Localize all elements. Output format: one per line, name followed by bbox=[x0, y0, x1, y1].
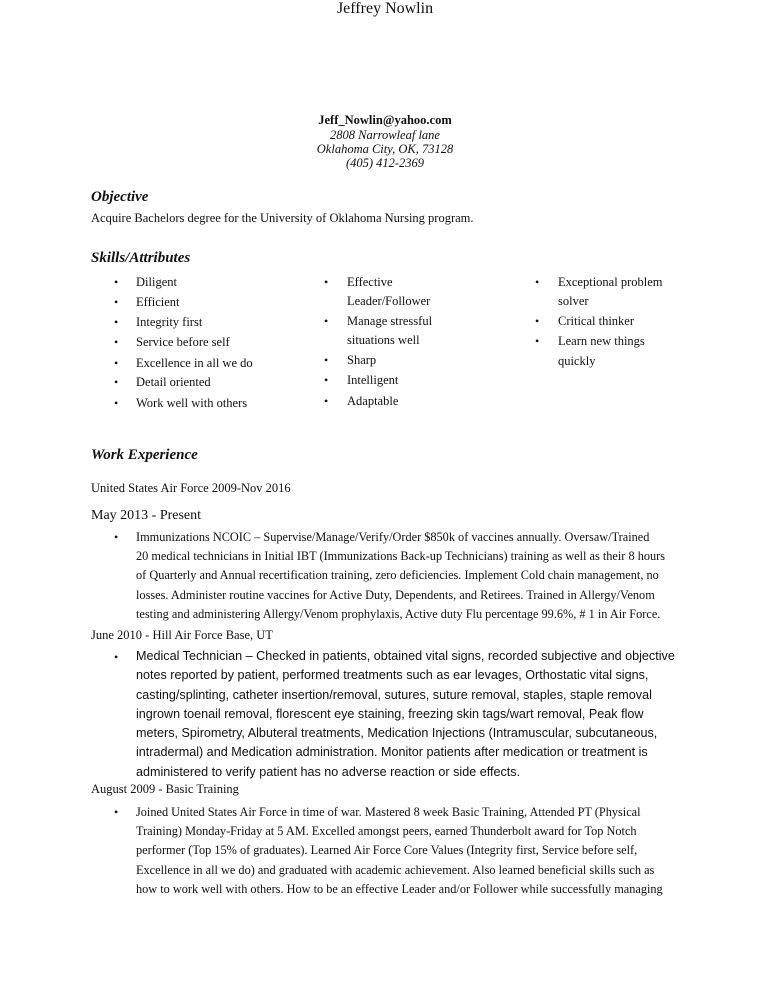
skill-item: Critical thinker bbox=[558, 314, 635, 328]
job-line: Immunizations NCOIC – Supervise/Manage/Verify/Order $850k of vaccines annually. Oversaw/Trained bbox=[136, 530, 650, 544]
skill-item: Service before self bbox=[136, 335, 230, 349]
skill-item: Intelligent bbox=[347, 373, 399, 387]
job-line: ingrown toenail removal, florescent eye staining, freezing skin tags/wart removal, Peak flow bbox=[136, 706, 644, 721]
job-description bbox=[136, 647, 696, 782]
skill-item: Efficient bbox=[136, 295, 180, 309]
job-period: August 2009 - Basic Training bbox=[91, 782, 239, 796]
bullet-icon: • bbox=[114, 275, 119, 289]
skill-item: quickly bbox=[558, 354, 596, 368]
bullet-icon: • bbox=[114, 295, 119, 309]
skill-item: Learn new things bbox=[558, 334, 645, 348]
bullet-icon: • bbox=[114, 530, 119, 544]
bullet-icon: • bbox=[114, 375, 119, 389]
objective-heading: Objective bbox=[91, 189, 149, 205]
job-line: intradermal) and Medication administration. Monitor patients after medication or treatment is bbox=[136, 745, 648, 760]
skill-item: Integrity first bbox=[136, 315, 203, 329]
bullet-icon: • bbox=[324, 394, 329, 408]
skill-item: Excellence in all we do bbox=[136, 356, 253, 370]
skill-item: Sharp bbox=[347, 353, 377, 367]
skill-item: Work well with others bbox=[136, 396, 248, 410]
job-line: 20 medical technicians in Initial IBT (Immunizations Back-up Technicians) training as well as their 8 hours bbox=[136, 549, 666, 564]
job-line: Medical Technician – Checked in patients, obtained vital signs, recorded subjective and objective bbox=[136, 649, 675, 663]
bullet-icon: • bbox=[114, 396, 119, 410]
bullet-icon: • bbox=[535, 275, 540, 289]
skill-item: Leader/Follower bbox=[347, 294, 431, 308]
bullet-icon: • bbox=[324, 353, 329, 367]
job-line: losses. Administer routine vaccines for Active Duty, Dependents, and Retirees. Trained in Allergy/Venom bbox=[136, 587, 655, 602]
job-line: notes reported by patient, performed treatments such as ear levages, Orthostatic vital signs, bbox=[136, 668, 649, 683]
phone: (405) 412-2369 bbox=[345, 156, 425, 170]
job-description bbox=[136, 803, 696, 899]
bullet-icon: • bbox=[324, 314, 329, 328]
email: Jeff_Nowlin@yahoo.com bbox=[318, 113, 452, 127]
job-line: Excellence in all we do) and graduated with academic achievement. Also learned beneficial skills such as bbox=[136, 862, 655, 877]
objective-text: Acquire Bachelors degree for the University of Oklahoma Nursing program. bbox=[91, 211, 474, 225]
job-line: performer (Top 15% of graduates). Learned Air Force Core Values (Integrity first, Service before self, bbox=[136, 843, 638, 858]
bullet-icon: • bbox=[535, 314, 540, 328]
job-period: May 2013 - Present bbox=[91, 508, 202, 523]
job-line: Training) Monday-Friday at 5 AM. Excelled amongst peers, earned Thunderbolt award for Top Notch bbox=[136, 824, 637, 839]
bullet-icon: • bbox=[114, 335, 119, 349]
street-address: 2808 Narrowleaf lane bbox=[330, 128, 440, 142]
bullet-icon: • bbox=[324, 373, 329, 387]
job-line: testing and administering Allergy/Venom prophylaxis, Active duty Flu percentage 99.6%, # 1 in Air Force. bbox=[136, 606, 661, 621]
job-line: how to work well with others. How to be an effective Leader and/or Follower while successfully managing bbox=[136, 881, 663, 896]
skills-heading: Skills/Attributes bbox=[91, 250, 191, 266]
skill-item: situations well bbox=[347, 333, 420, 347]
bullet-icon: • bbox=[114, 650, 119, 664]
bullet-icon: • bbox=[535, 334, 540, 348]
job-line: meters, Spirometry, Albuteral treatments, Medication Injections (Intramuscular, subcutaneous, bbox=[136, 726, 658, 741]
skill-item: Adaptable bbox=[347, 394, 399, 408]
city-state-zip: Oklahoma City, OK, 73128 bbox=[316, 142, 454, 156]
bullet-icon: • bbox=[114, 805, 119, 819]
job-description bbox=[136, 528, 696, 624]
skill-item: Manage stressful bbox=[347, 314, 433, 328]
skill-item: Effective bbox=[347, 275, 393, 289]
job-line: administered to verify patient has no adverse reaction or side effects. bbox=[136, 764, 521, 779]
job-period: June 2010 - Hill Air Force Base, UT bbox=[91, 628, 273, 642]
job-line: casting/splinting, catheter insertion/removal, sutures, suture removal, staples, staple removal bbox=[136, 687, 652, 702]
applicant-name: Jeffrey Nowlin bbox=[336, 0, 434, 17]
job-line: Joined United States Air Force in time of war. Mastered 8 week Basic Training, Attended PT (Physical bbox=[136, 805, 641, 819]
skill-item: solver bbox=[558, 294, 589, 308]
skill-item: Exceptional problem bbox=[558, 275, 663, 289]
job-line: of Quarterly and Annual recertification training, zero deficiencies. Implement Cold chain management, no bbox=[136, 568, 659, 583]
bullet-icon: • bbox=[114, 315, 119, 329]
bullet-icon: • bbox=[114, 356, 119, 370]
skill-item: Diligent bbox=[136, 275, 177, 289]
skill-item: Detail oriented bbox=[136, 375, 211, 389]
work-heading: Work Experience bbox=[91, 447, 198, 463]
employer: United States Air Force 2009-Nov 2016 bbox=[91, 481, 291, 495]
bullet-icon: • bbox=[324, 275, 329, 289]
